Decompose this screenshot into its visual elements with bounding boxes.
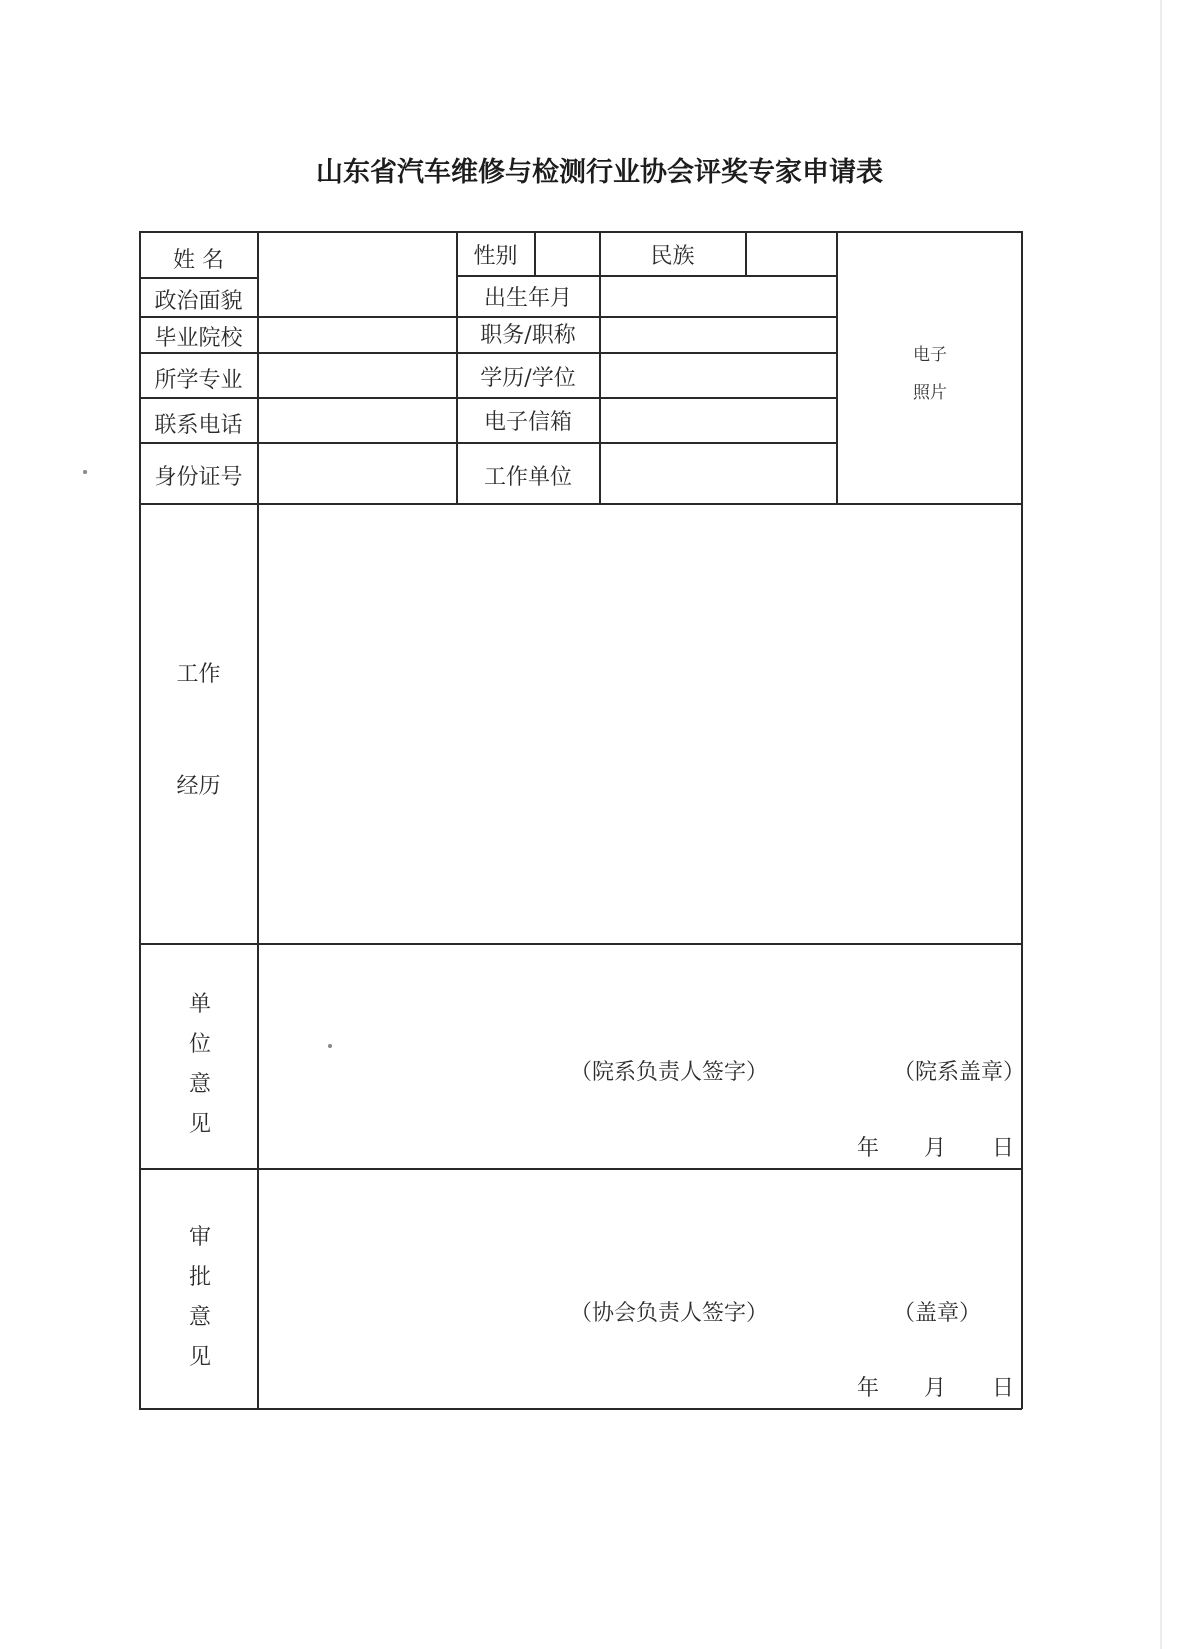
photo-label-line1: 电子: [913, 345, 947, 365]
ethnicity-label: 民族: [650, 244, 695, 269]
major-field[interactable]: [258, 353, 456, 397]
employer-field[interactable]: [600, 443, 836, 503]
email-label: 电子信箱: [483, 409, 572, 435]
approval-seal-label: （盖章）: [893, 1301, 982, 1326]
work-history-field[interactable]: [259, 505, 1020, 942]
birth-label: 出生年月: [483, 285, 572, 311]
scan-speck: [83, 470, 87, 474]
major-label: 所学专业: [154, 367, 243, 393]
political-field[interactable]: [258, 278, 456, 316]
name-label: 姓 名: [173, 247, 224, 273]
photo-box[interactable]: [837, 232, 1021, 503]
work-history-label-1: 工作: [176, 661, 221, 687]
job-title-label: 职务/职称: [480, 322, 576, 348]
approval-opinion-field[interactable]: [259, 1170, 1020, 1407]
gender-field[interactable]: [535, 232, 599, 276]
approval-signature-label: （协会负责人签字）: [570, 1301, 769, 1326]
id-number-label: 身份证号: [154, 464, 243, 490]
id-number-field[interactable]: [258, 443, 456, 503]
scan-speck: [328, 1044, 332, 1048]
photo-label-line2: 照片: [913, 383, 947, 403]
unit-signature-label: （院系负责人签字）: [570, 1060, 769, 1085]
approval-opinion-label: 审 批 意 见: [188, 1225, 211, 1370]
ethnicity-field[interactable]: [746, 232, 836, 276]
school-field[interactable]: [258, 317, 456, 352]
employer-label: 工作单位: [483, 464, 572, 490]
gender-label: 性别: [473, 244, 518, 269]
work-history-label-2: 经历: [176, 773, 221, 799]
phone-label: 联系电话: [154, 412, 243, 438]
phone-field[interactable]: [258, 398, 456, 442]
unit-seal-label: （院系盖章）: [893, 1060, 1026, 1085]
email-field[interactable]: [600, 398, 836, 442]
degree-field[interactable]: [600, 353, 836, 397]
page-edge: [1160, 0, 1162, 1649]
school-label: 毕业院校: [154, 325, 243, 351]
political-label: 政治面貌: [154, 288, 243, 314]
page-title: 山东省汽车维修与检测行业协会评奖专家申请表: [316, 157, 883, 188]
degree-label: 学历/学位: [480, 365, 576, 391]
job-title-field[interactable]: [600, 317, 836, 352]
name-field[interactable]: [258, 232, 456, 277]
unit-opinion-label: 单 位 意 见: [188, 992, 211, 1137]
birth-field[interactable]: [600, 276, 836, 316]
